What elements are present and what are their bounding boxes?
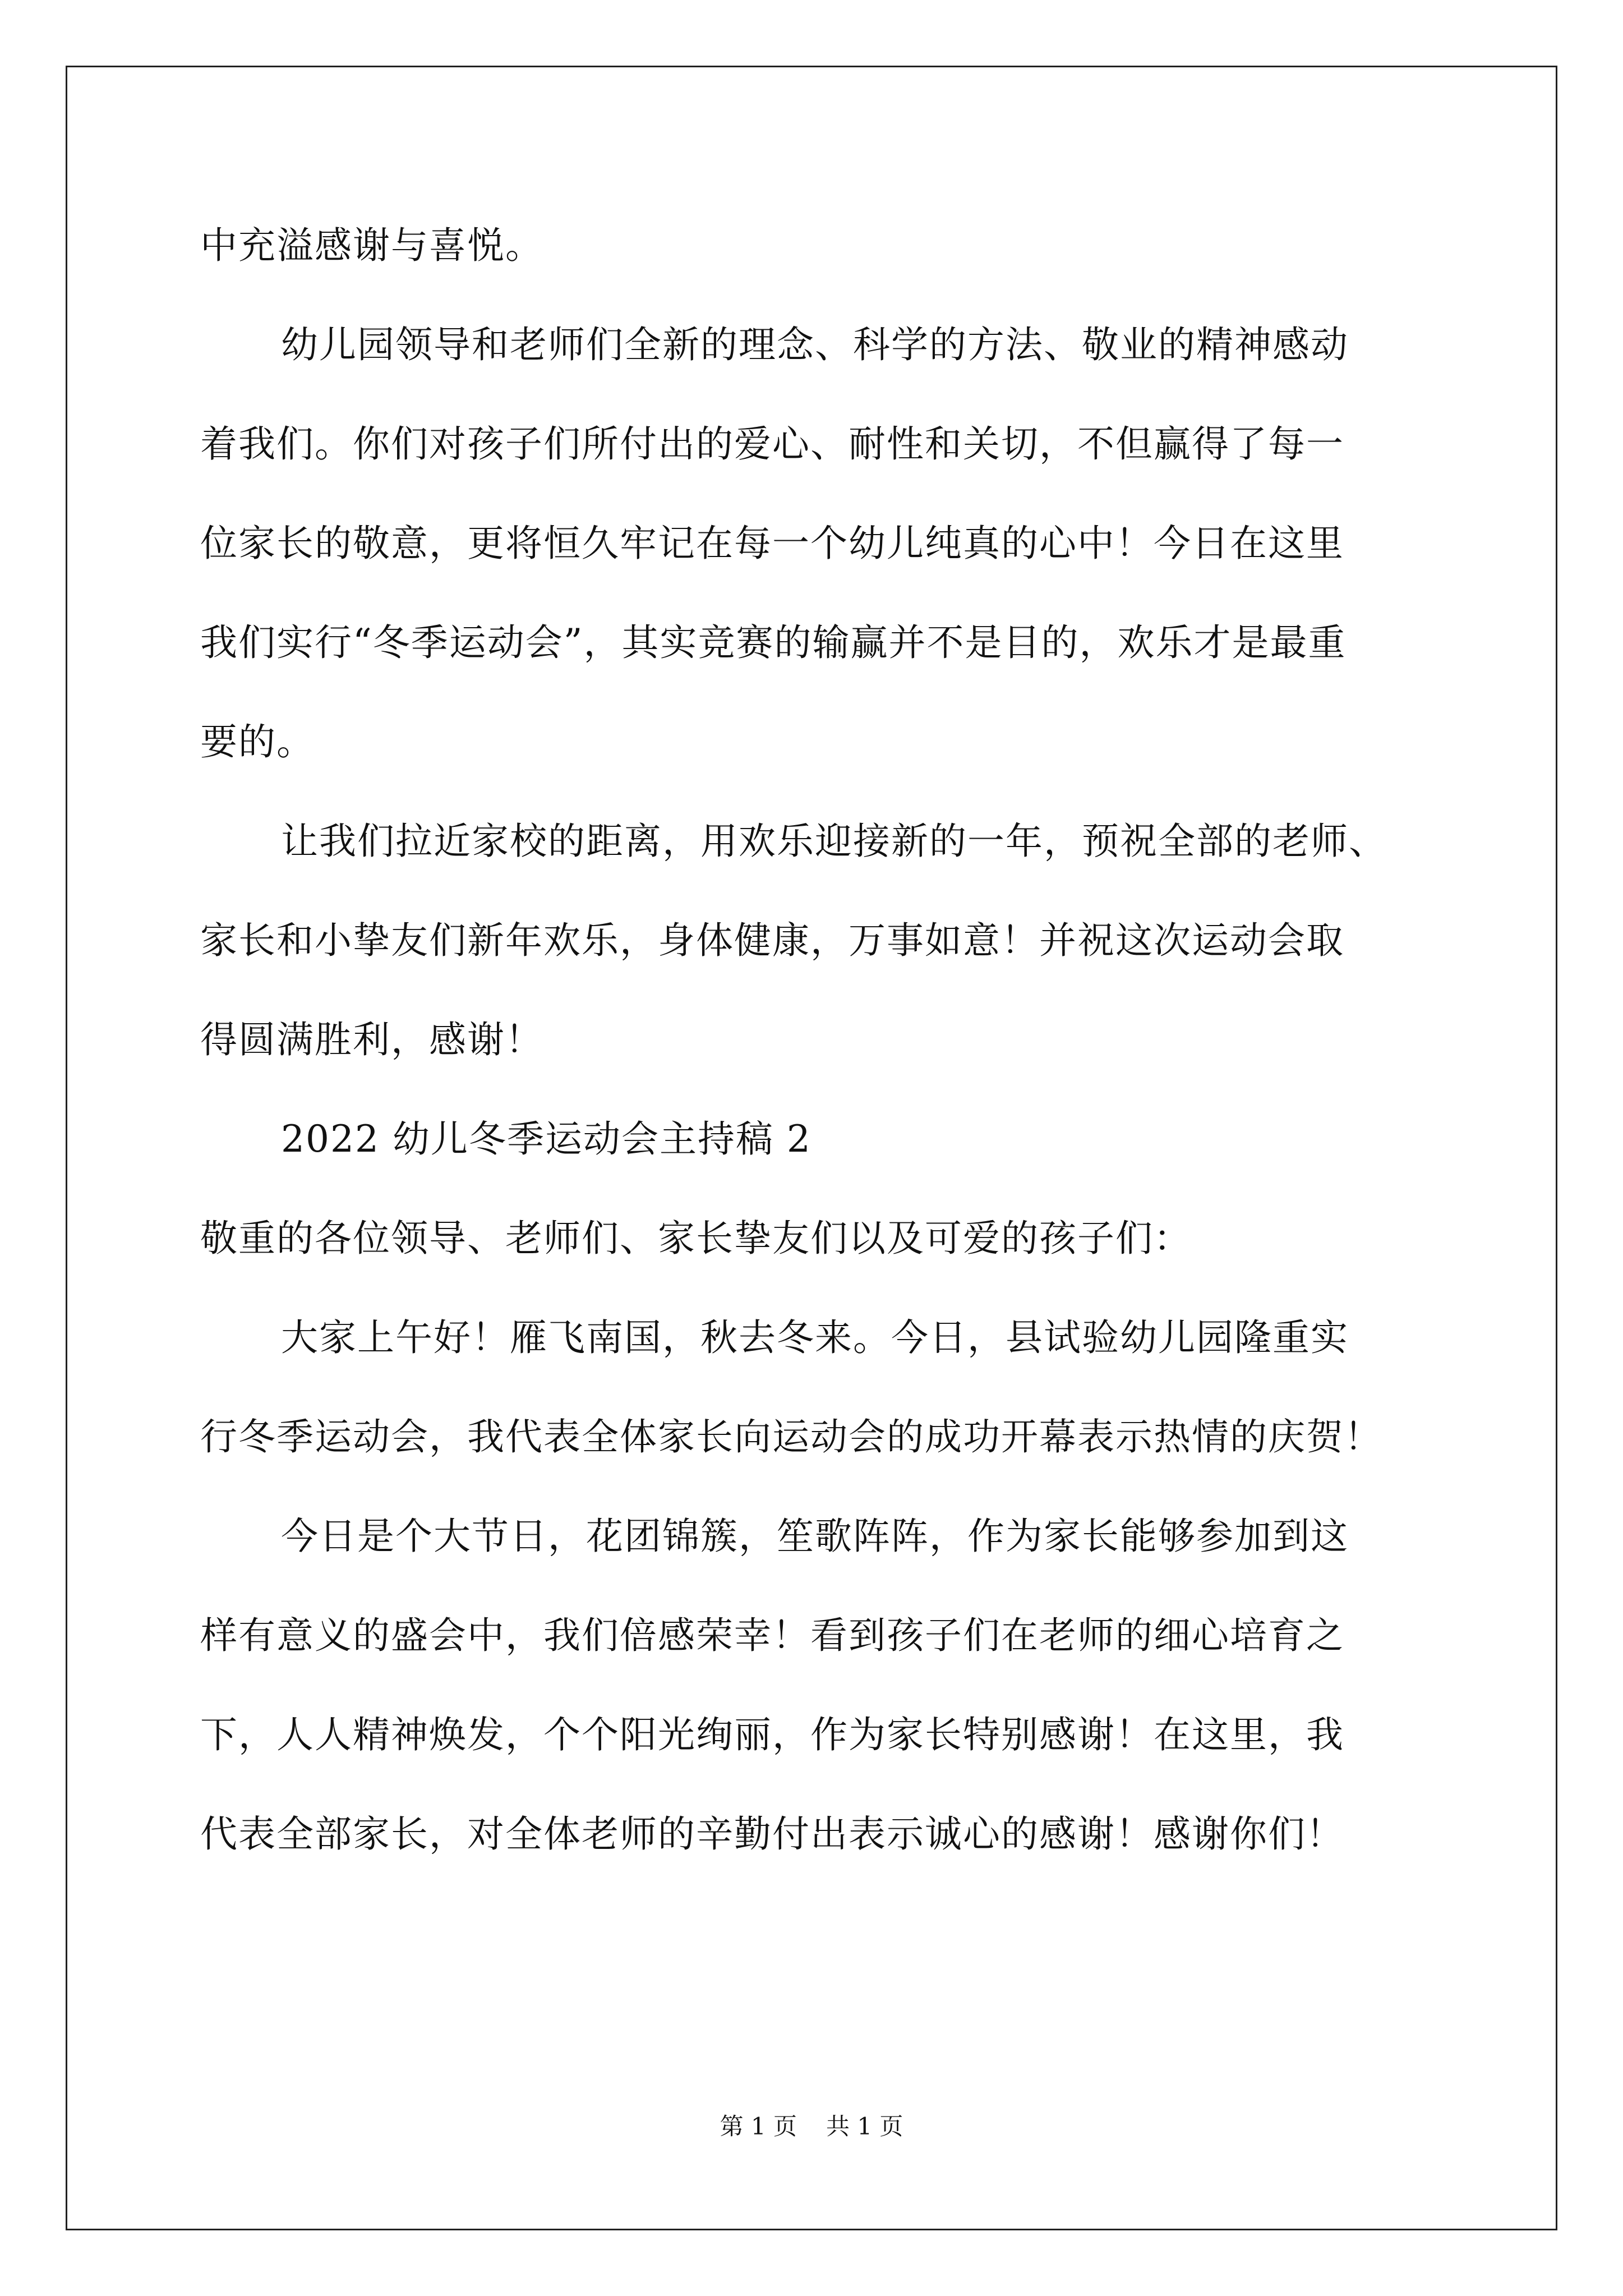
paragraph-line: 位家长的敬意，更将恒久牢记在每一个幼儿纯真的心中！今日在这里 <box>200 522 1344 565</box>
salutation-line: 敬重的各位领导、老师们、家长挚友们以及可爱的孩子们： <box>200 1217 1192 1260</box>
paragraph-line: 今日是个大节日，花团锦簇，笙歌阵阵，作为家长能够参加到这 <box>281 1515 1349 1558</box>
paragraph-line: 中充溢感谢与喜悦。 <box>200 224 543 267</box>
paragraph-line: 样有意义的盛会中，我们倍感荣幸！看到孩子们在老师的细心培育之 <box>200 1614 1344 1657</box>
paragraph-line: 家长和小挚友们新年欢乐，身体健康，万事如意！并祝这次运动会取 <box>200 919 1344 962</box>
paragraph-line: 行冬季运动会，我代表全体家长向运动会的成功开幕表示热情的庆贺！ <box>200 1415 1382 1458</box>
paragraph-line: 要的。 <box>200 720 315 763</box>
paragraph-line: 我们实行“冬季运动会”，其实竞赛的输赢并不是目的，欢乐才是最重 <box>200 621 1347 664</box>
paragraph-line: 大家上午好！雁飞南国，秋去冬来。今日，县试验幼儿园隆重实 <box>281 1316 1349 1359</box>
page-number-total: 共 1 页 <box>826 2113 903 2140</box>
page-number-current: 第 1 页 <box>720 2113 797 2140</box>
section-heading: 2022 幼儿冬季运动会主持稿 2 <box>281 1117 811 1161</box>
paragraph-line: 幼儿园领导和老师们全新的理念、科学的方法、敬业的精神感动 <box>281 323 1349 366</box>
page-footer <box>0 2115 1623 2138</box>
paragraph-line: 让我们拉近家校的距离，用欢乐迎接新的一年，预祝全部的老师、 <box>281 820 1387 863</box>
paragraph-line: 代表全部家长，对全体老师的辛勤付出表示诚心的感谢！感谢你们！ <box>200 1812 1344 1856</box>
paragraph-line: 下，人人精神焕发，个个阳光绚丽，作为家长特别感谢！在这里，我 <box>200 1713 1344 1756</box>
paragraph-line: 得圆满胜利，感谢！ <box>200 1018 543 1061</box>
paragraph-line: 着我们。你们对孩子们所付出的爱心、耐性和关切，不但赢得了每一 <box>200 422 1344 466</box>
